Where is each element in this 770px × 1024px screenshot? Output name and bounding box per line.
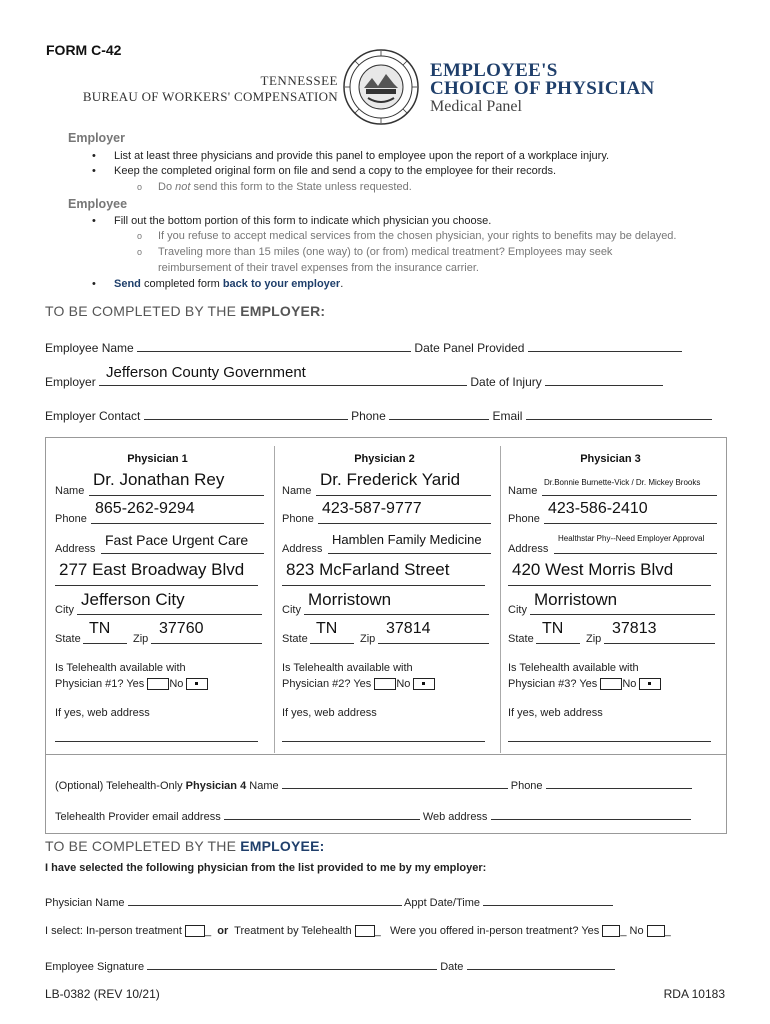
- physician-address1-field[interactable]: [554, 542, 717, 554]
- optional-email-field[interactable]: [224, 808, 420, 820]
- phone-label: Phone: [508, 513, 540, 525]
- employee-bullet-send: • Send completed form back to your employer.: [114, 278, 343, 290]
- physician-city-value: Morristown: [534, 590, 618, 609]
- physician-web-field[interactable]: [508, 730, 711, 742]
- contact-phone-field[interactable]: [389, 408, 489, 420]
- employer-bullet-2: • Keep the completed original form on file and send a copy to the employee for their records.: [114, 165, 556, 177]
- physician-address2-value: 823 McFarland Street: [286, 560, 450, 579]
- employee-sub-3: reimbursement of their travel expenses from the insurance carrier.: [158, 262, 479, 274]
- offered-no-checkbox[interactable]: [647, 925, 665, 937]
- physician-heading: Physician 1: [127, 453, 188, 465]
- employer-row: Employer Date of Injury: [45, 374, 663, 389]
- city-label: City: [282, 604, 301, 616]
- physician-name-value: Dr. Jonathan Rey: [93, 470, 225, 489]
- contact-field[interactable]: [144, 408, 348, 420]
- employee-statement: I have selected the following physician from the list provided to me by my employer:: [45, 862, 487, 874]
- employee-sub-2: o Traveling more than 15 miles (one way) to (or from) medical treatment? Employees may seek: [158, 246, 612, 258]
- physician-name-value: Dr. Frederick Yarid: [320, 470, 461, 489]
- signature-date-field[interactable]: [467, 958, 615, 970]
- physician-heading: Physician 3: [580, 453, 641, 465]
- contact-email-field[interactable]: [526, 408, 712, 420]
- state-label: State: [508, 633, 534, 645]
- phone-label: Phone: [55, 513, 87, 525]
- signature-field[interactable]: [147, 958, 437, 970]
- physician-name-row: Physician Name Appt Date/Time: [45, 894, 613, 909]
- agency-name: BUREAU OF WORKERS' COMPENSATION: [82, 89, 338, 104]
- physician-zip-value: 37813: [612, 620, 657, 637]
- name-label: Name: [55, 485, 85, 497]
- physician-state-value: TN: [316, 620, 338, 637]
- treatment-select-row: I select: In-person treatment _ or Treatment by Telehealth _ Were you offered in-person treatment? Yes _ No _: [45, 925, 671, 937]
- physician-address1-value: Fast Pace Urgent Care: [105, 532, 249, 548]
- employee-name-row: Employee Name Date Panel Provided: [45, 340, 682, 355]
- telehealth-question-2: Physician #1? Yes No: [55, 678, 208, 690]
- telehealth-question-2: Physician #2? Yes No: [282, 678, 435, 690]
- date-panel-field[interactable]: [528, 340, 682, 352]
- optional-physician-row: (Optional) Telehealth-Only Physician 4 Name Phone: [55, 777, 692, 792]
- telehealth-checkbox[interactable]: [355, 925, 375, 937]
- contact-row: Employer Contact Phone Email: [45, 408, 712, 423]
- city-label: City: [55, 604, 74, 616]
- phone-label: Phone: [282, 513, 314, 525]
- state-label: State: [282, 633, 308, 645]
- name-label: Name: [508, 485, 538, 497]
- appt-field[interactable]: [483, 894, 613, 906]
- zip-label: Zip: [586, 633, 602, 645]
- physician-heading: Physician 2: [354, 453, 415, 465]
- offered-yes-checkbox[interactable]: [602, 925, 620, 937]
- optional-web-field[interactable]: [491, 808, 691, 820]
- employer-section-title: TO BE COMPLETED BY THE EMPLOYER:: [45, 303, 326, 319]
- physician-city-value: Morristown: [308, 590, 392, 609]
- telehealth-yes-checkbox[interactable]: [147, 678, 169, 690]
- telehealth-question: Is Telehealth available with: [508, 662, 639, 674]
- physician-address2-value: 420 West Morris Blvd: [512, 560, 674, 579]
- telehealth-question: Is Telehealth available with: [55, 662, 186, 674]
- physician-web-field[interactable]: [55, 730, 258, 742]
- selected-physician-field[interactable]: [128, 894, 402, 906]
- web-address-label: If yes, web address: [55, 707, 150, 719]
- telehealth-no-checkbox[interactable]: [639, 678, 661, 690]
- telehealth-no-checkbox[interactable]: [413, 678, 435, 690]
- employee-bullet-1: • Fill out the bottom portion of this form to indicate which physician you choose.: [114, 215, 491, 227]
- city-label: City: [508, 604, 527, 616]
- date-injury-field[interactable]: [545, 374, 663, 386]
- telehealth-no-checkbox[interactable]: [186, 678, 208, 690]
- physician-web-field[interactable]: [282, 730, 485, 742]
- optional-phone-field[interactable]: [546, 777, 692, 789]
- state-label: State: [55, 633, 81, 645]
- employer-heading: Employer: [68, 131, 125, 145]
- physician-address2-value: 277 East Broadway Blvd: [59, 560, 245, 579]
- web-address-label: If yes, web address: [282, 707, 377, 719]
- physician-address1-value: Hamblen Family Medicine: [332, 532, 482, 547]
- physician-zip-value: 37760: [159, 620, 204, 637]
- in-person-checkbox[interactable]: [185, 925, 205, 937]
- telehealth-question-2: Physician #3? Yes No: [508, 678, 661, 690]
- physician-phone-value: 865-262-9294: [95, 500, 195, 517]
- address-label: Address: [508, 543, 549, 555]
- state-seal-icon: [342, 48, 420, 126]
- employee-name-field[interactable]: [137, 340, 411, 352]
- employer-value: Jefferson County Government: [106, 364, 306, 381]
- employer-bullet-1: • List at least three physicians and provide this panel to employee upon the report of a workplace injury.: [114, 150, 609, 162]
- physician-phone-value: 423-587-9777: [322, 500, 422, 517]
- address-label: Address: [55, 543, 96, 555]
- physician-state-value: TN: [542, 620, 564, 637]
- form-number: FORM C-42: [46, 42, 122, 58]
- employee-heading: Employee: [68, 197, 128, 211]
- zip-label: Zip: [360, 633, 376, 645]
- title-line-1: EMPLOYEE'S: [430, 60, 558, 81]
- signature-row: Employee Signature Date: [45, 958, 615, 973]
- optional-name-field[interactable]: [282, 777, 508, 789]
- optional-contact-row: Telehealth Provider email address Web address: [55, 808, 691, 823]
- physician-city-value: Jefferson City: [81, 590, 185, 609]
- employee-sub-1: o If you refuse to accept medical services from the chosen physician, your rights to benefits may be delayed.: [158, 230, 676, 242]
- footer-form-rev: LB-0382 (REV 10/21): [45, 987, 160, 1001]
- physician-zip-value: 37814: [386, 620, 431, 637]
- physician-phone-value: 423-586-2410: [548, 500, 648, 517]
- web-address-label: If yes, web address: [508, 707, 603, 719]
- zip-label: Zip: [133, 633, 149, 645]
- footer-rda: RDA 10183: [663, 987, 725, 1001]
- telehealth-yes-checkbox[interactable]: [374, 678, 396, 690]
- physician-address1-value: Healthstar Phy--Need Employer Approval: [558, 534, 705, 543]
- physician-name-value: Dr.Bonnie Burnette-Vick / Dr. Mickey Brooks: [544, 478, 701, 487]
- telehealth-question: Is Telehealth available with: [282, 662, 413, 674]
- physician-state-value: TN: [89, 620, 111, 637]
- title-line-3: Medical Panel: [430, 98, 522, 115]
- agency-state: TENNESSEE: [260, 73, 338, 88]
- employer-sub-note: o Do not send this form to the State unless requested.: [158, 181, 412, 193]
- name-label: Name: [282, 485, 312, 497]
- telehealth-yes-checkbox[interactable]: [600, 678, 622, 690]
- title-line-2: CHOICE OF PHYSICIAN: [430, 78, 655, 99]
- employee-section-title: TO BE COMPLETED BY THE EMPLOYEE:: [45, 838, 325, 854]
- address-label: Address: [282, 543, 323, 555]
